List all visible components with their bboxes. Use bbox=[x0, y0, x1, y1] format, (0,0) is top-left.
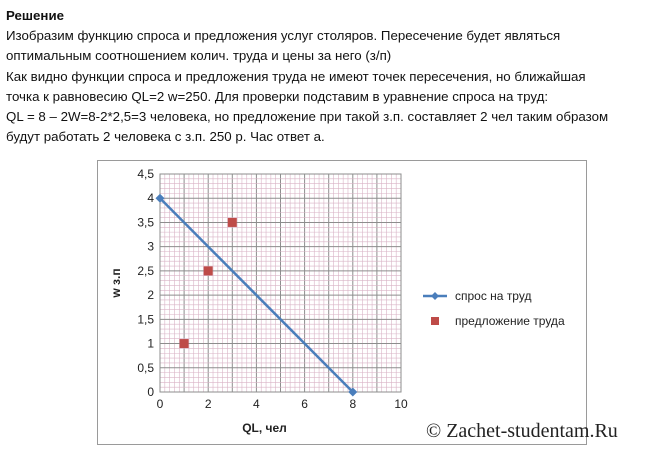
x-tick-label: 10 bbox=[394, 397, 408, 411]
x-axis-title: QL, чел bbox=[242, 421, 287, 435]
text-line-4: точка к равновесию QL=2 w=250. Для проверки подставим в уравнение спроса на труд: bbox=[6, 88, 549, 104]
y-tick-label: 3,5 bbox=[137, 215, 154, 230]
chart-frame bbox=[97, 160, 587, 445]
watermark: © Zachet-studentam.Ru bbox=[426, 420, 618, 442]
legend-demand-marker bbox=[431, 292, 439, 300]
text-line-3: Как видно функции спроса и предложения труда не имеют точек пересечения, но ближайшая bbox=[6, 68, 586, 84]
y-axis-title: w з.п bbox=[109, 268, 123, 298]
text-line-5: QL = 8 – 2W=8-2*2,5=3 человека, но предложение при такой з.п. составляет 2 чел таким образом bbox=[6, 109, 609, 125]
x-tick-label: 0 bbox=[156, 397, 164, 411]
legend-supply-marker bbox=[431, 317, 439, 325]
text-line-1: Изобразим функцию спроса и предложения услуг столяров. Пересечение будет являться bbox=[6, 28, 561, 44]
y-tick-label: 0 bbox=[147, 385, 154, 399]
y-tick-label: 2 bbox=[147, 288, 154, 303]
labor-market-chart bbox=[98, 161, 586, 444]
legend-supply-label: предложение труда bbox=[455, 314, 565, 328]
y-tick-label: 4,5 bbox=[137, 167, 154, 181]
supply-point bbox=[204, 266, 213, 275]
x-tick-label: 4 bbox=[253, 397, 260, 411]
solution-text bbox=[6, 6, 661, 147]
y-tick-label: 2,5 bbox=[137, 263, 154, 278]
x-tick-label: 2 bbox=[204, 397, 212, 411]
y-tick-label: 4 bbox=[147, 191, 154, 206]
y-tick-label: 1,5 bbox=[137, 312, 154, 327]
y-tick-label: 3 bbox=[147, 239, 154, 254]
x-tick-label: 8 bbox=[349, 397, 357, 411]
text-line-6: будут работать 2 человека с з.п. 250 р. Час ответ а. bbox=[6, 129, 325, 145]
text-line-2: оптимальным соотношением колич. труда и цены за него (з/п) bbox=[6, 48, 392, 64]
supply-point bbox=[228, 218, 237, 227]
legend-demand-label: спрос на труд bbox=[455, 289, 532, 303]
y-tick-label: 0,5 bbox=[137, 360, 154, 375]
x-tick-label: 6 bbox=[301, 397, 308, 411]
solution-heading: Решение bbox=[6, 8, 65, 23]
supply-point bbox=[180, 339, 189, 348]
y-tick-label: 1 bbox=[147, 336, 154, 351]
